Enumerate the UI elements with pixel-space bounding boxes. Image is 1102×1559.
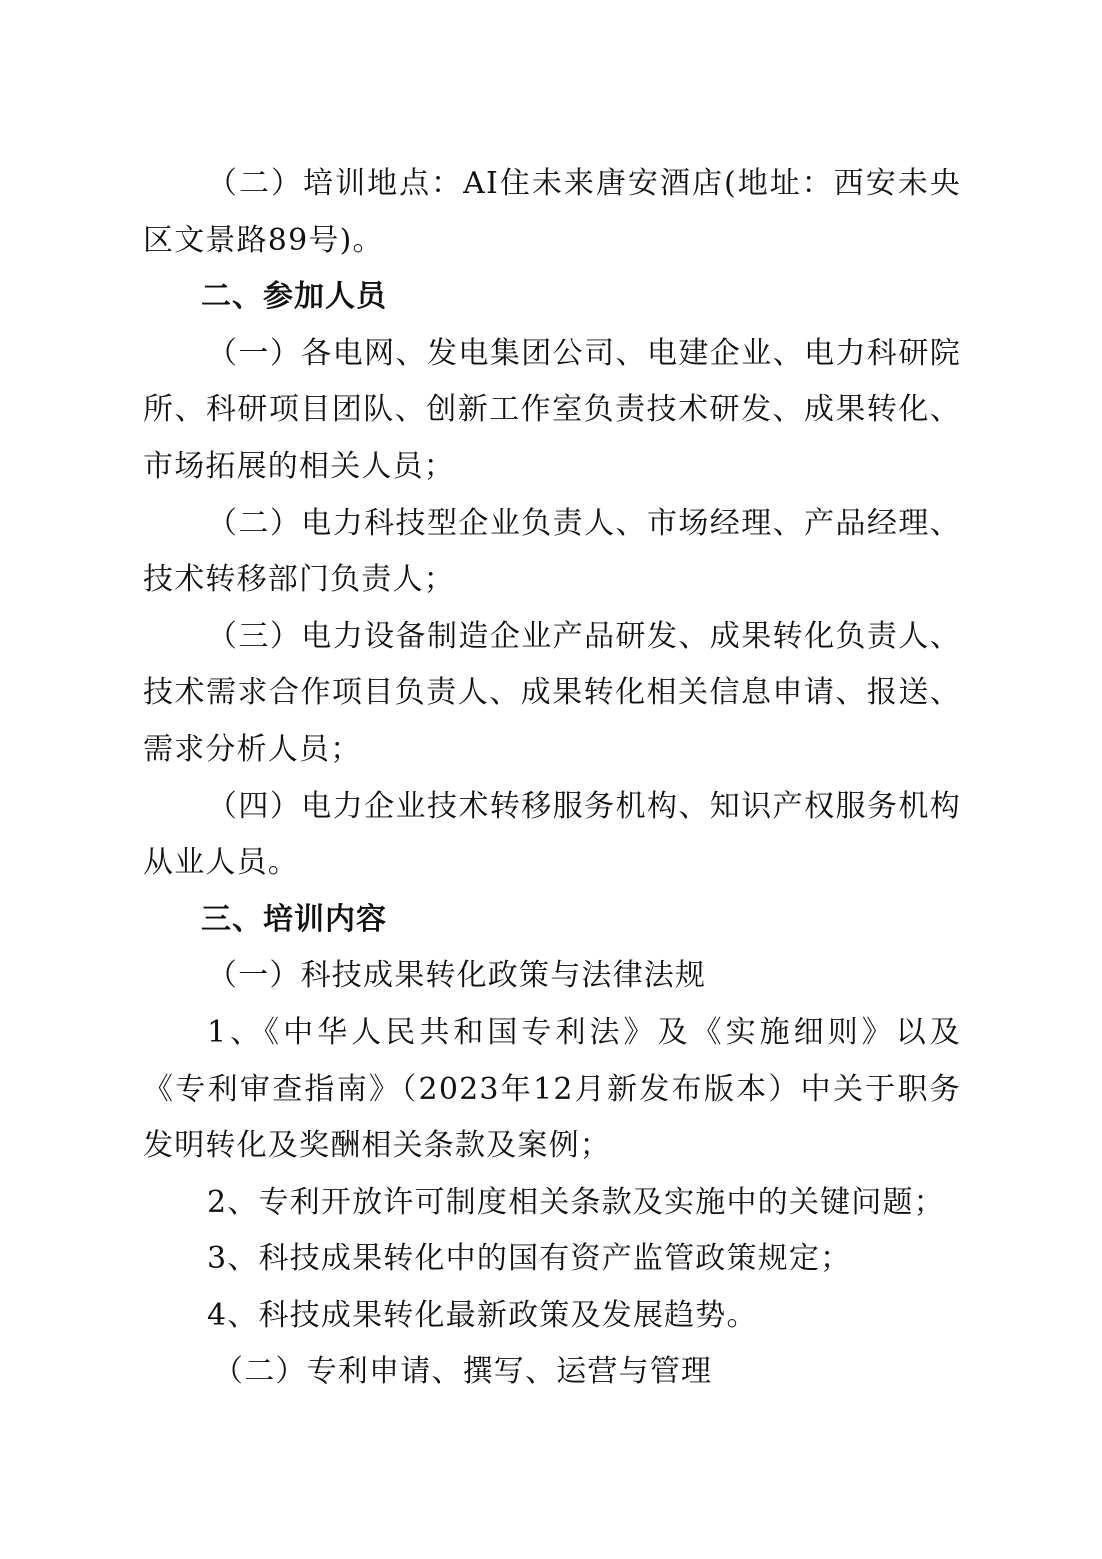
paragraph-training-location: （二）培训地点：AI住未来唐安酒店(地址：西安未央区文景路89号)。 bbox=[143, 166, 961, 258]
list-item-state-assets: 3、科技成果转化中的国有资产监管政策规定； bbox=[207, 1241, 852, 1277]
list-item-patent-law: 1、《中华人民共和国专利法》及《实施细则》以及《专利审查指南》（2023年12月新发布版本）中关于职务发明转化及奖酬相关条款及案例； bbox=[143, 1014, 961, 1164]
subheading-patent-management: （二）专利申请、撰写、运营与管理 bbox=[213, 1354, 713, 1390]
section-heading-training-content: 三、培训内容 bbox=[201, 901, 387, 937]
paragraph-participants-3: （三）电力设备制造企业产品研发、成果转化负责人、技术需求合作项目负责人、成果转化相关信息申请、报送、需求分析人员； bbox=[143, 618, 961, 767]
paragraph-participants-2: （二）电力科技型企业负责人、市场经理、产品经理、技术转移部门负责人； bbox=[143, 505, 961, 598]
section-heading-participants: 二、参加人员 bbox=[201, 279, 387, 315]
document-body bbox=[143, 156, 961, 1401]
subheading-policy-law: （一）科技成果转化政策与法律法规 bbox=[207, 958, 707, 994]
list-item-open-license: 2、专利开放许可制度相关条款及实施中的关键问题； bbox=[207, 1184, 945, 1220]
paragraph-participants-4: （四）电力企业技术转移服务机构、知识产权服务机构从业人员。 bbox=[143, 788, 961, 881]
list-item-latest-policy: 4、科技成果转化最新政策及发展趋势。 bbox=[207, 1297, 758, 1333]
paragraph-participants-1: （一）各电网、发电集团公司、电建企业、电力科研院所、科研项目团队、创新工作室负责技术研发、成果转化、市场拓展的相关人员； bbox=[143, 335, 961, 484]
